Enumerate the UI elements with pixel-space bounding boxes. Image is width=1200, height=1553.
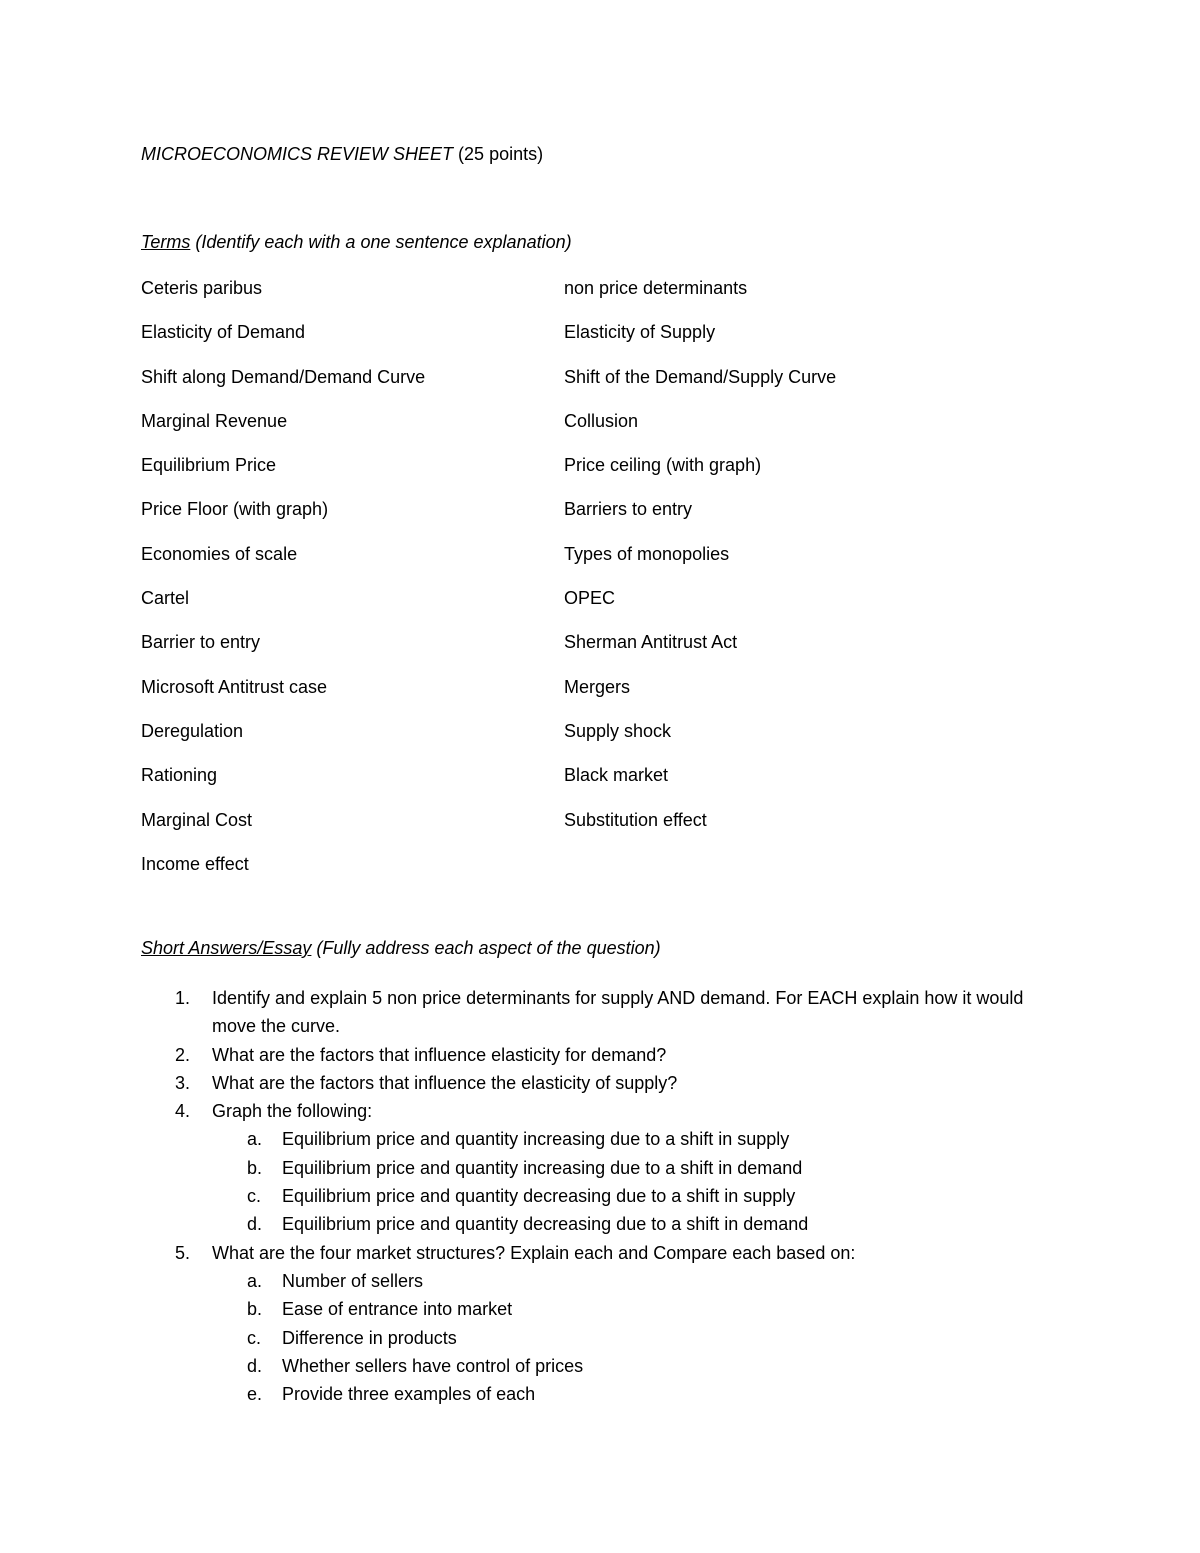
sub-question-item <box>141 1324 1061 1352</box>
sub-question-text: Equilibrium price and quantity increasing due to a shift in supply <box>282 1129 790 1150</box>
term-row <box>141 854 1061 898</box>
term-left: Rationing <box>141 765 218 786</box>
terms-list <box>141 278 1061 898</box>
term-left: Microsoft Antitrust case <box>141 676 328 697</box>
sub-question-item <box>141 1295 1061 1323</box>
sub-question-item <box>141 1182 1061 1210</box>
term-left: Equilibrium Price <box>141 455 277 476</box>
question-text: Graph the following: <box>212 1101 373 1122</box>
sub-question-text: Ease of entrance into market <box>282 1299 513 1320</box>
sub-question-text: Equilibrium price and quantity decreasing due to a shift in supply <box>282 1186 796 1207</box>
term-left: Deregulation <box>141 720 244 741</box>
page-title <box>141 144 543 165</box>
sub-question-letter: d. <box>247 1214 263 1235</box>
terms-heading <box>141 232 572 253</box>
term-row <box>141 499 1061 543</box>
term-left: Income effect <box>141 853 249 874</box>
short-answer-heading <box>141 938 661 959</box>
term-left: Elasticity of Demand <box>141 322 306 343</box>
terms-instruction: (Identify each with a one sentence explanation) <box>195 232 572 252</box>
sub-question-letter: b. <box>247 1299 263 1320</box>
question-item <box>141 1041 1061 1069</box>
sub-question-text: Equilibrium price and quantity decreasing due to a shift in demand <box>282 1214 809 1235</box>
question-item <box>141 1239 1061 1267</box>
sub-question-text: Difference in products <box>282 1327 457 1348</box>
term-right: Shift of the Demand/Supply Curve <box>564 366 837 387</box>
question-number: 1. <box>175 988 191 1008</box>
sub-question-item <box>141 1210 1061 1238</box>
term-row <box>141 765 1061 809</box>
sub-question-item <box>141 1352 1061 1380</box>
sub-question-letter: c. <box>247 1327 262 1348</box>
term-row <box>141 588 1061 632</box>
question-number: 3. <box>175 1072 191 1093</box>
term-row <box>141 810 1061 854</box>
sub-question-letter: c. <box>247 1186 262 1207</box>
sub-question-letter: e. <box>247 1384 263 1405</box>
question-text: Identify and explain 5 non price determinants for supply AND demand. For EACH explain how it would move the curve. <box>212 988 1024 1037</box>
term-left: Price Floor (with graph) <box>141 499 329 520</box>
term-row <box>141 544 1061 588</box>
term-left: Economies of scale <box>141 543 298 564</box>
term-left: Barrier to entry <box>141 632 261 653</box>
sub-question-item <box>141 1380 1061 1408</box>
sub-question-text: Number of sellers <box>282 1270 424 1291</box>
term-right: Sherman Antitrust Act <box>564 632 738 653</box>
term-right: Collusion <box>564 410 639 431</box>
term-right: Supply shock <box>564 720 672 741</box>
sub-question-letter: b. <box>247 1157 263 1178</box>
term-right: Barriers to entry <box>564 499 693 520</box>
term-right: OPEC <box>564 588 616 609</box>
term-row <box>141 721 1061 765</box>
term-left: Marginal Cost <box>141 809 253 830</box>
term-right: Black market <box>564 765 669 786</box>
question-item <box>141 984 1061 1041</box>
term-row <box>141 278 1061 322</box>
question-number: 2. <box>175 1044 191 1065</box>
sub-question-letter: a. <box>247 1270 263 1291</box>
term-right: Price ceiling (with graph) <box>564 455 762 476</box>
question-item <box>141 1069 1061 1097</box>
question-text: What are the four market structures? Explain each and Compare each based on: <box>212 1242 856 1263</box>
question-text: What are the factors that influence elasticity for demand? <box>212 1044 667 1065</box>
sub-question-item <box>141 1154 1061 1182</box>
term-row <box>141 632 1061 676</box>
term-right: Elasticity of Supply <box>564 322 716 343</box>
sub-question-text: Equilibrium price and quantity increasing due to a shift in demand <box>282 1157 803 1178</box>
question-item <box>141 1097 1061 1125</box>
sub-question-item <box>141 1267 1061 1295</box>
term-right: Mergers <box>564 676 631 697</box>
term-right: non price determinants <box>564 278 748 298</box>
title-points: (25 points) <box>458 144 544 164</box>
sub-question-letter: d. <box>247 1355 263 1376</box>
sub-question-text: Provide three examples of each <box>282 1384 536 1405</box>
term-row <box>141 322 1061 366</box>
title-main: MICROECONOMICS REVIEW SHEET <box>141 144 454 164</box>
term-left: Shift along Demand/Demand Curve <box>141 366 426 387</box>
term-row <box>141 411 1061 455</box>
term-left: Marginal Revenue <box>141 410 288 431</box>
term-right: Substitution effect <box>564 809 707 830</box>
sub-question-letter: a. <box>247 1129 263 1150</box>
terms-heading-label: Terms <box>141 232 191 252</box>
question-number: 4. <box>175 1101 191 1122</box>
question-number: 5. <box>175 1242 191 1263</box>
short-answer-heading-label: Short Answers/Essay <box>141 938 312 958</box>
question-text: What are the factors that influence the elasticity of supply? <box>212 1072 678 1093</box>
term-row <box>141 455 1061 499</box>
short-answer-instruction: (Fully address each aspect of the question) <box>316 938 661 958</box>
question-list <box>141 984 1061 1408</box>
sub-question-item <box>141 1125 1061 1153</box>
term-row <box>141 677 1061 721</box>
term-left: Ceteris paribus <box>141 278 263 298</box>
sub-question-text: Whether sellers have control of prices <box>282 1355 584 1376</box>
term-row <box>141 367 1061 411</box>
term-left: Cartel <box>141 588 190 609</box>
term-right: Types of monopolies <box>564 543 730 564</box>
